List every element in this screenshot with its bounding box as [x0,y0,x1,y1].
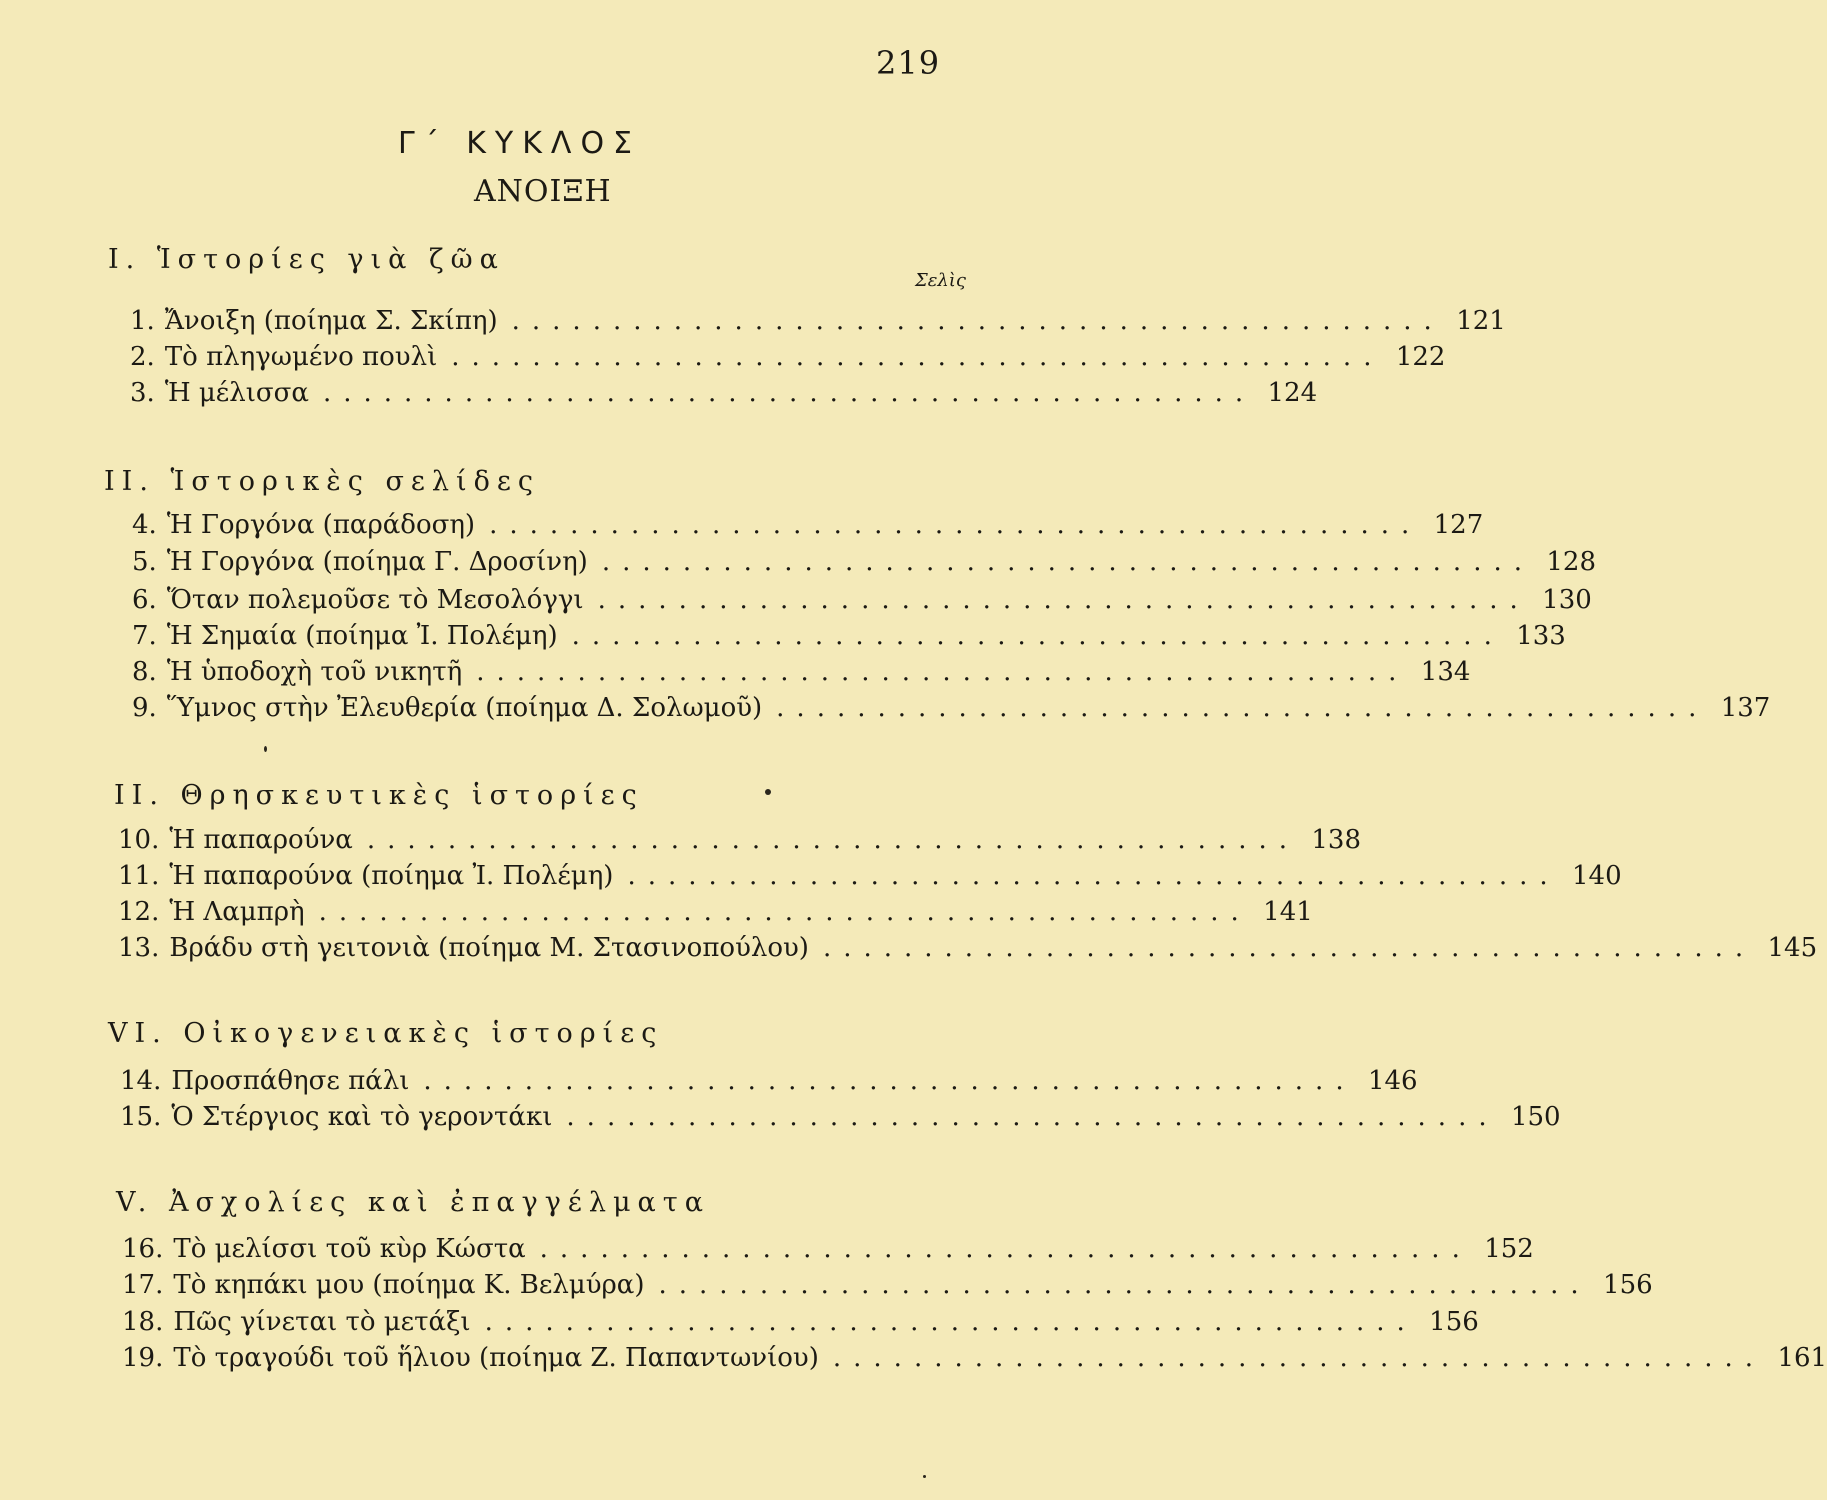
dot-leader: .............................................. [511,306,1444,336]
toc-entry-12[interactable] [118,897,1313,933]
entry-number: 16. [122,1234,164,1264]
season-title: ΑΝΟΙΞΗ [474,174,612,209]
entry-page: 152 [1484,1234,1534,1264]
entry-title: Πῶς γίνεται τὸ μετάξι [173,1307,471,1337]
toc-entry-11[interactable] [118,861,1622,897]
dot-leader: .............................................. [566,1102,1499,1132]
entry-number: 17. [122,1270,164,1300]
entry-number: 11. [118,861,160,891]
entry-title: Ἄνοιξη (ποίημα Σ. Σκίπη) [164,306,498,336]
dot-leader: .............................................. [601,547,1534,577]
entry-title: Ἡ Γοργόνα (ποίημα Γ. Δροσίνη) [166,547,588,577]
entry-page: 145 [1767,933,1818,963]
entry-page: 128 [1546,547,1596,577]
toc-entry-3[interactable] [130,378,1318,414]
entry-number: 3. [130,378,155,408]
toc-entry-15[interactable] [120,1102,1561,1138]
dot-leader: .............................................. [627,861,1560,891]
toc-entry-9[interactable] [132,693,1771,729]
toc-entry-7[interactable] [132,621,1566,657]
entry-page: 156 [1603,1270,1653,1300]
toc-entry-16[interactable] [122,1234,1534,1270]
entry-title: Τὸ μελίσσι τοῦ κὺρ Κώστα [173,1234,526,1264]
toc-entry-19[interactable] [122,1343,1827,1379]
entry-number: 13. [118,933,160,963]
section-heading-religious: ΙΙ. Θρησκευτικὲς ἱστορίες [114,780,644,811]
entry-title: Ἡ Λαμπρὴ [169,897,305,927]
entry-number: 18. [122,1307,164,1337]
toc-entry-10[interactable] [118,825,1362,861]
toc-entry-13[interactable] [118,933,1818,969]
entry-page: 134 [1420,657,1471,687]
section-heading-historical: ΙΙ. Ἱστορικὲς σελίδες [104,466,540,497]
entry-page: 130 [1542,585,1592,615]
entry-number: 2. [130,342,155,372]
toc-entry-4[interactable] [132,510,1484,546]
dot-leader: .............................................. [776,693,1709,723]
dot-leader: .............................................. [451,342,1384,372]
entry-title: Ὅταν πολεμοῦσε τὸ Μεσολόγγι [166,585,584,615]
entry-page: 124 [1267,378,1318,408]
section-heading-family: VI. Οἰκογενειακὲς ἱστορίες [108,1018,664,1049]
dot-leader: .............................................. [658,1270,1591,1300]
toc-entry-5[interactable] [132,547,1596,583]
section-heading-animals: Ι. Ἱστορίες γιὰ ζῶα [108,244,505,275]
entry-number: 4. [132,510,157,540]
entry-page: 146 [1367,1066,1418,1096]
paper-speck [765,789,771,795]
entry-number: 7. [132,621,157,651]
toc-entry-14[interactable] [120,1066,1418,1102]
dot-leader: .............................................. [318,897,1251,927]
entry-page: 161 [1777,1343,1827,1373]
entry-page: 156 [1429,1307,1479,1337]
entry-number: 10. [118,825,160,855]
entry-number: 19. [122,1343,164,1373]
section-heading-occupations: V. Ἀσχολίες καὶ ἐπαγγέλματα [116,1187,710,1218]
dot-leader: .............................................. [822,933,1756,963]
toc-entry-2[interactable] [130,342,1446,378]
toc-entry-1[interactable] [130,306,1506,342]
entry-title: Ὕμνος στὴν Ἐλευθερία (ποίημα Δ. Σολωμοῦ) [166,693,763,723]
page-column-label: Σελὶς [915,270,966,291]
entry-title: Προσπάθησε πάλι [171,1066,410,1096]
dot-leader: .............................................. [322,378,1256,408]
entry-page: 138 [1311,825,1362,855]
entry-page: 133 [1516,621,1566,651]
entry-title: Ἡ μέλισσα [164,378,309,408]
entry-number: 14. [120,1066,162,1096]
entry-number: 8. [132,657,157,687]
entry-number: 9. [132,693,157,723]
entry-page: 127 [1433,510,1484,540]
entry-title: Ὁ Στέργιος καὶ τὸ γεροντάκι [171,1102,553,1132]
paper-speck [923,1475,926,1478]
entry-title: Ἡ Σημαία (ποίημα Ἰ. Πολέμη) [166,621,558,651]
dot-leader: .............................................. [366,825,1300,855]
entry-number: 15. [120,1102,162,1132]
page-number: 219 [876,44,941,82]
toc-entry-8[interactable] [132,657,1471,693]
entry-title: Τὸ κηπάκι μου (ποίημα Κ. Βελμύρα) [173,1270,645,1300]
cycle-title: Γ΄ ΚΥΚΛΟΣ [398,126,642,161]
entry-title: Ἡ ὑποδοχὴ τοῦ νικητῆ [166,657,463,687]
entry-title: Ἡ παπαρούνα (ποίημα Ἰ. Πολέμη) [169,861,614,891]
toc-entry-17[interactable] [122,1270,1653,1306]
entry-title: Βράδυ στὴ γειτονιὰ (ποίημα Μ. Στασινοπούλου) [169,933,809,963]
dot-leader: .............................................. [571,621,1504,651]
dot-leader: .............................................. [423,1066,1356,1096]
entry-title: Τὸ πληγωμένο πουλὶ [164,342,438,372]
entry-page: 137 [1720,693,1771,723]
entry-title: Τὸ τραγούδι τοῦ ἥλιου (ποίημα Ζ. Παπαντωνίου) [173,1343,819,1373]
dot-leader: .............................................. [597,585,1530,615]
entry-number: 1. [130,306,155,336]
dot-leader: .............................................. [489,510,1422,540]
toc-entry-6[interactable] [132,585,1592,621]
entry-page: 141 [1263,897,1313,927]
dot-leader: .............................................. [539,1234,1472,1264]
entry-page: 121 [1456,306,1506,336]
toc-entry-18[interactable] [122,1307,1479,1343]
entry-page: 122 [1395,342,1446,372]
entry-page: 150 [1510,1102,1561,1132]
entry-page: 140 [1571,861,1622,891]
entry-title: Ἡ παπαρούνα [169,825,353,855]
dot-leader: .............................................. [832,1343,1766,1373]
dot-leader: .............................................. [484,1307,1417,1337]
entry-number: 6. [132,585,157,615]
entry-number: 12. [118,897,160,927]
paper-speck [264,746,267,752]
entry-title: Ἡ Γοργόνα (παράδοση) [166,510,476,540]
dot-leader: .............................................. [476,657,1409,687]
entry-number: 5. [132,547,157,577]
